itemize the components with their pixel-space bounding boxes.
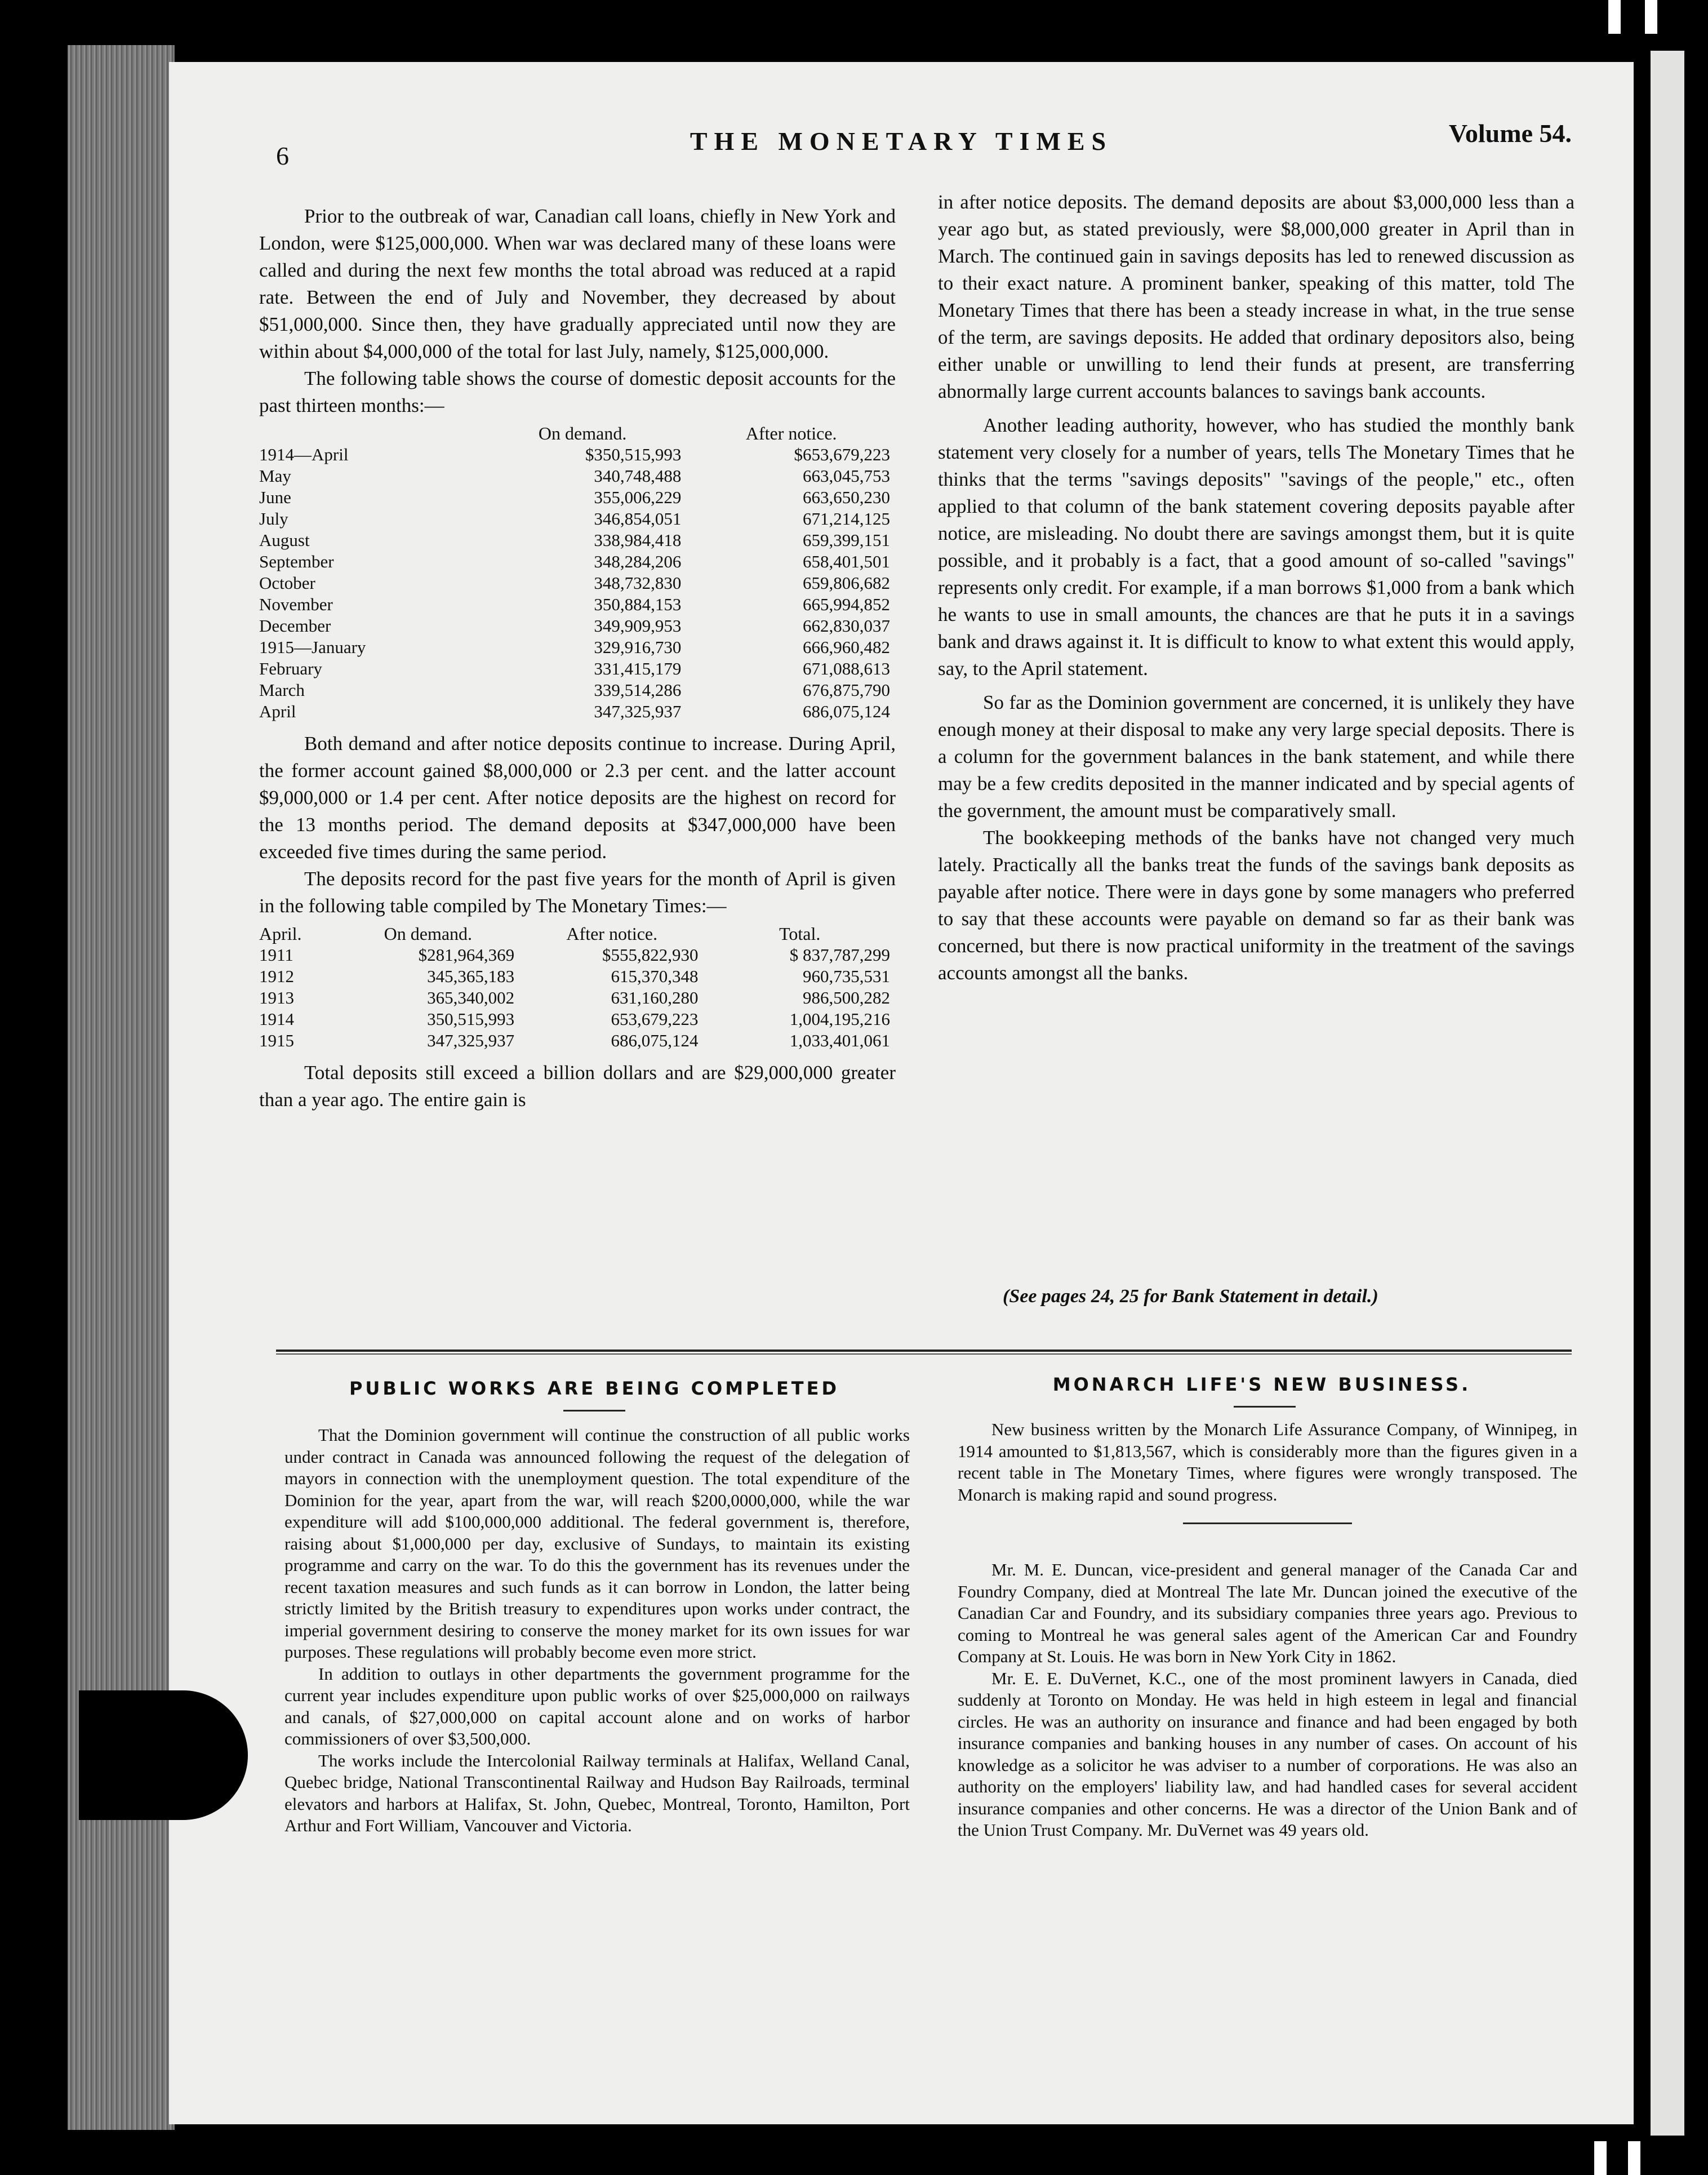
month-cell: December <box>259 616 331 636</box>
bank-statement-reference: (See pages 24, 25 for Bank Statement in detail.) <box>1003 1286 1378 1307</box>
after-notice-cell: 659,399,151 <box>803 530 890 550</box>
binder-clip <box>79 1690 248 1820</box>
paragraph: In addition to outlays in other departments the government programme for the current year includes expenditure upon public works of over $25,000,000 on railways and canals, of $27,000,000 on capital account alone and on works of harbor commissioners of over $3,500,000. <box>284 1663 910 1748</box>
after-notice-cell: 671,214,125 <box>803 509 890 529</box>
scan-mark-bottom-right <box>1628 2141 1640 2175</box>
total-cell: 1,033,401,061 <box>789 1031 890 1050</box>
total-cell: $ 837,787,299 <box>789 945 890 965</box>
masthead-title: THE MONETARY TIMES <box>690 127 1113 156</box>
monarch-article <box>958 1419 1577 1841</box>
table-header-row <box>259 423 896 444</box>
column-header: April. <box>259 924 302 944</box>
on-demand-cell: 346,854,051 <box>594 509 682 529</box>
on-demand-cell: 339,514,286 <box>594 680 682 700</box>
scan-mark-top-left <box>1608 0 1621 34</box>
section-divider-thin <box>276 1353 1572 1355</box>
after-notice-cell: 676,875,790 <box>803 680 890 700</box>
table-row <box>259 572 896 594</box>
table-row <box>259 987 896 1009</box>
paragraph: That the Dominion government will continue the construction of all public works under contract in Canada was announced following the request of the delegation of mayors in connection with the unemployment question. The total expenditure of the Dominion for the year, apart from the war, will reach $200,0000,000, while the war expenditure will add $100,000,000 additional. The federal government is, therefore, raising about $1,000,000 per day, exclusive of Sundays, to maintain its existing programme and carry on the war. To do this the government has its revenues under the recent taxation measures and such funds as it can borrow in London, the latter being strictly limited by the British treasury to expenditures upon works under contract, the imperial government desiring to conserve the money market for its own issues for war purposes. These regulations will probably become even more strict. <box>284 1425 910 1662</box>
on-demand-cell: 350,515,993 <box>427 1009 515 1029</box>
month-cell: June <box>259 487 291 507</box>
after-notice-cell: $555,822,930 <box>602 945 699 965</box>
year-cell: 1915 <box>259 1031 294 1050</box>
paragraph: New business written by the Monarch Life Assurance Company, of Winnipeg, in 1914 amounted to $1,813,567, which is considerably more than the figures given in a recent table in The Monetary Times, where figures were wrongly transposed. The Monarch is making rapid and sound progress. <box>958 1419 1577 1504</box>
after-notice-cell: 686,075,124 <box>803 702 890 721</box>
on-demand-cell: 350,884,153 <box>594 594 682 614</box>
on-demand-cell: 340,748,488 <box>594 466 682 486</box>
next-page-strip <box>1651 51 1684 2136</box>
paragraph: So far as the Dominion government are concerned, it is unlikely they have enough money at their disposal to make any very large special deposits. There is a column for the government balances in the bank statement, and while there may be a few credits deposited in the manner indicated and by special agents of the government, the amount must be comparatively small. <box>938 691 1574 822</box>
after-notice-cell: 615,370,348 <box>611 966 699 986</box>
after-notice-cell: 659,806,682 <box>803 573 890 593</box>
title-underline <box>1234 1406 1296 1408</box>
table-row <box>259 637 896 658</box>
table-row <box>259 487 896 508</box>
on-demand-cell: 348,284,206 <box>594 552 682 571</box>
scan-mark-bottom-left <box>1594 2141 1607 2175</box>
table-row <box>259 1009 896 1030</box>
left-column <box>259 203 896 1113</box>
month-cell: 1915—January <box>259 637 366 657</box>
table-row <box>259 530 896 551</box>
after-notice-cell: 658,401,501 <box>803 552 890 571</box>
month-cell: 1914—April <box>259 445 349 464</box>
paragraph: The following table shows the course of domestic deposit accounts for the past thirteen months:— <box>259 367 896 416</box>
paragraph: Both demand and after notice deposits continue to increase. During April, the former account gained $8,000,000 or 2.3 per cent. and the latter account $9,000,000 or 1.4 per cent. After notice deposits are the highest on record for the 13 months period. The demand deposits at $347,000,000 have been exceeded five times during the same period. <box>259 733 896 863</box>
on-demand-cell: 348,732,830 <box>594 573 682 593</box>
deposits-monthly-table <box>259 423 896 722</box>
separator-rule <box>1183 1522 1352 1524</box>
month-cell: September <box>259 552 334 571</box>
year-cell: 1914 <box>259 1009 294 1029</box>
table-header-row <box>259 923 896 944</box>
on-demand-cell: 338,984,418 <box>594 530 682 550</box>
on-demand-cell: 331,415,179 <box>594 659 682 678</box>
table-row <box>259 1030 896 1051</box>
table-row <box>259 701 896 722</box>
column-header: On demand. <box>384 924 473 944</box>
month-cell: November <box>259 594 333 614</box>
public-works-article <box>284 1424 910 1837</box>
month-cell: February <box>259 659 322 678</box>
table-row <box>259 465 896 487</box>
paragraph: in after notice deposits. The demand deposits are about $3,000,000 less than a year ago but, as stated previously, were $8,000,000 greater in April than in March. The continued gain in savings deposits has led to renewed discussion as to their exact nature. A prominent banker, speaking of this matter, told The Monetary Times that there has been a steady increase in what, in the true sense of the term, are savings deposits. He added that ordinary depositors also, being either unable or unwilling to lend their funds at present, are transferring abnormally large current accounts balances to savings bank accounts. <box>938 191 1574 402</box>
table-row <box>259 594 896 615</box>
table-row <box>259 615 896 637</box>
month-cell: May <box>259 466 291 486</box>
paragraph: The works include the Intercolonial Railway terminals at Halifax, Welland Canal, Quebec bridge, National Transcontinental Railway and Hudson Bay Railroads, terminal elevators and harbors at Halifax, St. John, Quebec, Montreal, Toronto, Hamilton, Port Arthur and Fort William, Vancouver and Victoria. <box>284 1750 910 1835</box>
column-header: On demand. <box>538 423 627 443</box>
after-notice-cell: 671,088,613 <box>803 659 890 678</box>
table-row <box>259 680 896 701</box>
month-cell: July <box>259 509 288 529</box>
total-cell: 960,735,531 <box>803 966 890 986</box>
after-notice-cell: 662,830,037 <box>803 616 890 636</box>
on-demand-cell: 329,916,730 <box>594 637 682 657</box>
section-title-monarch: MONARCH LIFE'S NEW BUSINESS. <box>1052 1374 1471 1395</box>
table-row <box>259 508 896 530</box>
column-header <box>259 423 478 444</box>
table-row <box>259 444 896 465</box>
after-notice-cell: 663,650,230 <box>803 487 890 507</box>
scan-mark-top-right <box>1645 0 1657 34</box>
after-notice-cell: 666,960,482 <box>803 637 890 657</box>
on-demand-cell: 365,340,002 <box>427 988 515 1007</box>
after-notice-cell: 665,994,852 <box>803 594 890 614</box>
year-cell: 1911 <box>259 945 293 965</box>
total-cell: 1,004,195,216 <box>789 1009 890 1029</box>
paragraph: Prior to the outbreak of war, Canadian call loans, chiefly in New York and London, were $125,000,000. When war was declared many of these loans were called and during the next few months the total abroad was reduced at a rapid rate. Between the end of July and November, they decreased by about $51,000,000. Since then, they have gradually appreciated until now they are within about $4,000,000 of the total for last July, namely, $125,000,000. <box>259 205 896 362</box>
page-header <box>169 118 1634 170</box>
section-title-public-works: PUBLIC WORKS ARE BEING COMPLETED <box>349 1378 840 1399</box>
volume-label: Volume 54. <box>1448 119 1572 148</box>
after-notice-cell: 686,075,124 <box>611 1031 699 1050</box>
on-demand-cell: 347,325,937 <box>427 1031 515 1050</box>
table-row <box>259 658 896 680</box>
paragraph: The bookkeeping methods of the banks have not changed very much lately. Practically all the banks treat the funds of the savings bank deposits as payable after notice. There were in days gone by some managers who preferred to say that these accounts were payable on demand so far as their bank was concerned, but there is now practical uniformity in the treatment of the savings accounts amongst all the banks. <box>938 827 1574 984</box>
after-notice-cell: 653,679,223 <box>611 1009 699 1029</box>
right-column <box>938 189 1574 987</box>
page-number: 6 <box>276 141 289 170</box>
table-row <box>259 551 896 572</box>
title-underline <box>563 1410 625 1411</box>
paragraph: Mr. M. E. Duncan, vice-president and general manager of the Canada Car and Foundry Company, died at Montreal The late Mr. Duncan joined the executive of the Canadian Car and Foundry, and its subsidiary companies three years ago. Previous to coming to Montreal he was general sales agent of the American Car and Foundry Company at St. Louis. He was born in New York City in 1862. <box>958 1560 1577 1666</box>
on-demand-cell: $350,515,993 <box>585 445 682 464</box>
table-row <box>259 966 896 987</box>
table-row <box>259 944 896 966</box>
after-notice-cell: $653,679,223 <box>794 445 890 464</box>
on-demand-cell: 347,325,937 <box>594 702 682 721</box>
after-notice-cell: 663,045,753 <box>803 466 890 486</box>
on-demand-cell: 349,909,953 <box>594 616 682 636</box>
column-header: Total. <box>779 924 821 944</box>
on-demand-cell: 345,365,183 <box>427 966 515 986</box>
deposits-yearly-table <box>259 923 896 1051</box>
month-cell: October <box>259 573 315 593</box>
paragraph: Total deposits still exceed a billion dollars and are $29,000,000 greater than a year ago. The entire gain is <box>259 1062 896 1111</box>
section-divider <box>276 1350 1572 1352</box>
month-cell: March <box>259 680 305 700</box>
year-cell: 1913 <box>259 988 294 1007</box>
year-cell: 1912 <box>259 966 294 986</box>
paragraph: Mr. E. E. DuVernet, K.C., one of the most prominent lawyers in Canada, died suddenly at Toronto on Monday. He was held in high esteem in legal and financial circles. He was an authority on insurance and finance and had been engaged by both insurance companies and banking houses in any number of cases. On account of his knowledge as a solicitor he was adviser to a number of corporations. He was also an authority on the employers' liability law, and had handled cases for several accident insurance companies and other concerns. He was a director of the Union Bank and of the Union Trust Company. Mr. DuVernet was 49 years old. <box>958 1668 1577 1840</box>
on-demand-cell: $281,964,369 <box>418 945 515 965</box>
paragraph: The deposits record for the past five years for the month of April is given in the following table compiled by The Monetary Times:— <box>259 868 896 917</box>
on-demand-cell: 355,006,229 <box>594 487 682 507</box>
paragraph: Another leading authority, however, who has studied the monthly bank statement very closely for a number of years, tells The Monetary Times that he thinks that the terms "savings deposits" "savings of the people," etc., often applied to that column of the bank statement covering deposits payable after notice, are misleading. No doubt there are savings amongst them, but it is quite possible, and it probably is a fact, that a good amount of so-called "savings" represents only credit. For example, if a man borrows $1,000 from a bank which he wants to use in small amounts, the chances are that he puts it in a savings bank and draws against it. It is difficult to know to what extent this would apply, say, to the April statement. <box>938 414 1574 680</box>
month-cell: August <box>259 530 310 550</box>
after-notice-cell: 631,160,280 <box>611 988 699 1007</box>
total-cell: 986,500,282 <box>803 988 890 1007</box>
column-header: After notice. <box>566 924 658 944</box>
column-header: After notice. <box>745 423 837 443</box>
month-cell: April <box>259 702 296 721</box>
